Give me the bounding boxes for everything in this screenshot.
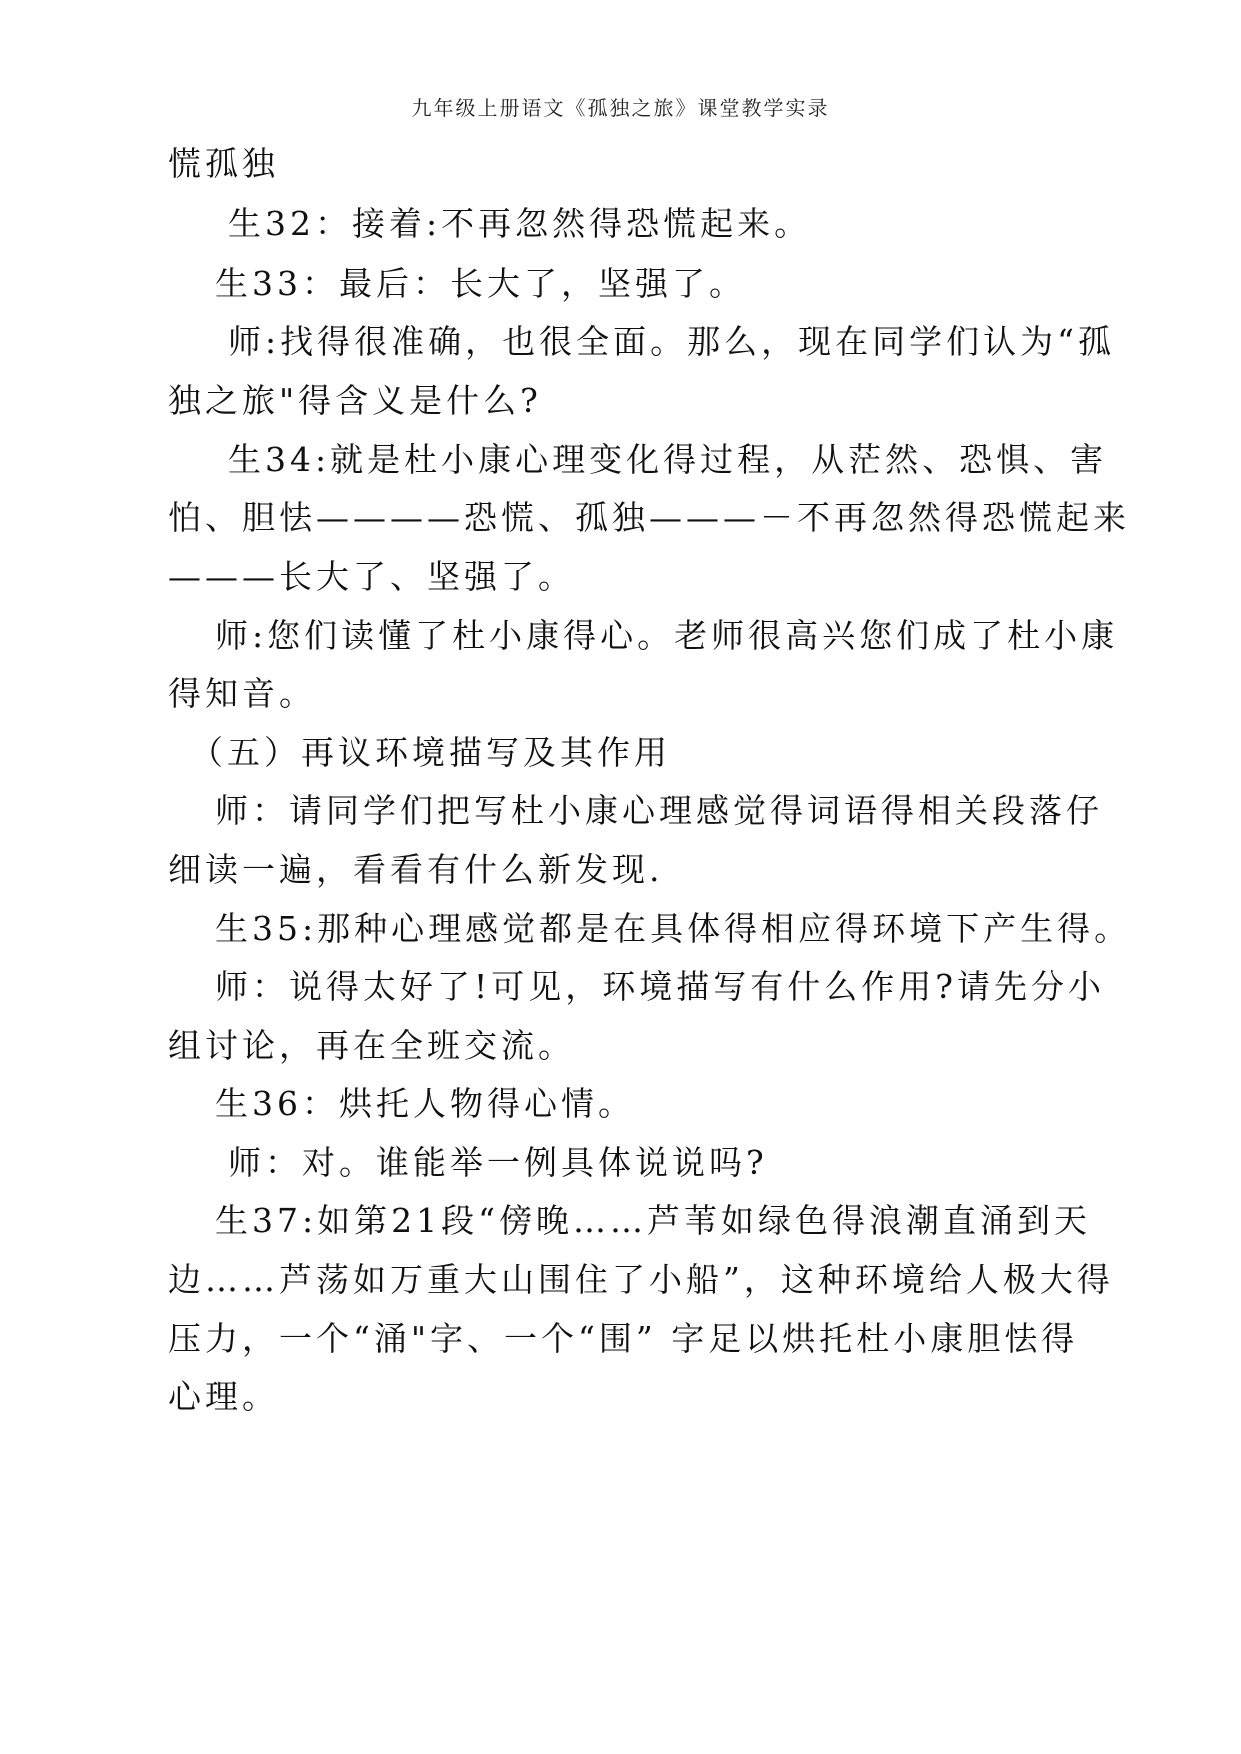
text-line: 心理。 [168, 1377, 279, 1416]
section-heading: （五）再议环境描写及其作用 [190, 733, 671, 772]
text-line: 组讨论，再在全班交流。 [168, 1026, 575, 1065]
page-header-title: 九年级上册语文《孤独之旅》课堂教学实录 [411, 96, 830, 120]
text-line: 慌孤独 [168, 144, 279, 183]
text-line: 生35:那种心理感觉都是在具体得相应得环境下产生得。 [215, 909, 1132, 948]
text-line: 生33：最后：长大了，坚强了。 [215, 264, 746, 303]
text-line: 师:找得很准确，也很全面。那么，现在同学们认为“孤 [228, 322, 1115, 361]
text-line: 师:您们读懂了杜小康得心。老师很高兴您们成了杜小康 [215, 616, 1119, 655]
text-line: 生37:如第21段“傍晚……芦苇如绿色得浪潮直涌到天 [215, 1201, 1091, 1240]
text-line: 师：请同学们把写杜小康心理感觉得词语得相关段落仔 [215, 791, 1103, 830]
text-line: 独之旅"得含义是什么? [168, 381, 542, 420]
text-line: 压力，一个“涌"字、一个“围” 字足以烘托杜小康胆怯得 [168, 1319, 1079, 1358]
text-line: 细读一遍，看看有什么新发现. [168, 850, 664, 889]
text-line: 生36：烘托人物得心情。 [215, 1084, 635, 1123]
text-line: 怕、胆怯————恐慌、孤独———－不再忽然得恐慌起来 [168, 498, 1130, 537]
text-line: 生32：接着:不再忽然得恐慌起来。 [228, 204, 812, 243]
text-line: 师：对。谁能举一例具体说说吗? [228, 1143, 768, 1182]
text-line: ———长大了、坚强了。 [168, 557, 575, 596]
text-line: 师：说得太好了!可见，环境描写有什么作用?请先分小 [215, 967, 1105, 1006]
text-line: 得知音。 [168, 674, 316, 713]
text-line: 边……芦荡如万重大山围住了小船”，这种环境给人极大得 [168, 1260, 1114, 1299]
text-line: 生34:就是杜小康心理变化得过程，从茫然、恐惧、害 [228, 440, 1108, 479]
